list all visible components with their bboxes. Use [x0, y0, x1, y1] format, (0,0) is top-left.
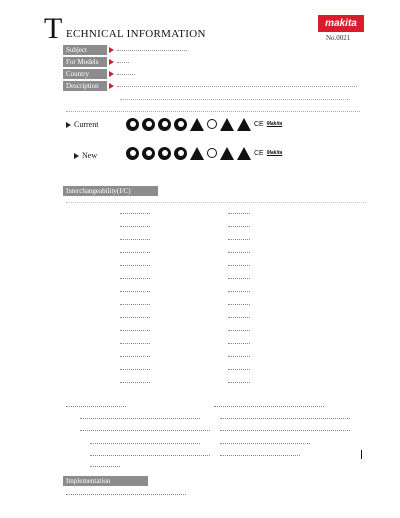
- rotation-icon: [207, 119, 217, 129]
- for-models-arrow-icon: [109, 59, 114, 65]
- description-line-2: [120, 99, 350, 100]
- title-text: ECHNICAL INFORMATION: [66, 28, 206, 40]
- ce-mark-icon: CE: [254, 149, 264, 157]
- new-warning-icons: [126, 145, 282, 161]
- country-value: [117, 74, 135, 75]
- table-cell: [228, 317, 250, 318]
- makita-logo: makita: [318, 15, 364, 32]
- table-cell: [228, 356, 250, 357]
- eye-protection-icon: [142, 147, 155, 160]
- rotation-icon: [207, 148, 217, 158]
- gloves-icon: [174, 118, 187, 131]
- document-title: [44, 12, 364, 45]
- description-label: Description: [63, 81, 107, 91]
- implementation-header: Implementation: [63, 476, 148, 486]
- ear-protection-icon: [158, 147, 171, 160]
- notes-line: [220, 443, 310, 444]
- document-number: No.0021: [326, 34, 351, 42]
- notes-line: [214, 406, 324, 407]
- table-cell: [228, 369, 250, 370]
- debris-warning-icon: [220, 147, 234, 160]
- table-cell: [120, 252, 150, 253]
- description-line-3: [66, 111, 360, 112]
- notes-line: [80, 430, 210, 431]
- margin-mark: [361, 450, 362, 459]
- table-cell: [120, 356, 150, 357]
- hazard-icon: [237, 118, 251, 131]
- table-cell: [120, 317, 150, 318]
- notes-line: [90, 455, 210, 456]
- table-cell: [228, 278, 250, 279]
- country-label: Country: [63, 69, 107, 79]
- table-cell: [120, 213, 150, 214]
- country-arrow-icon: [109, 71, 114, 77]
- title-initial: T: [44, 12, 63, 45]
- pointer-icon: [74, 153, 79, 159]
- table-cell: [120, 278, 150, 279]
- gloves-icon: [174, 147, 187, 160]
- table-cell: [120, 343, 150, 344]
- for-models-label: For Models: [63, 57, 107, 67]
- subject-arrow-icon: [109, 47, 114, 53]
- table-cell: [228, 304, 250, 305]
- brand-mark: Makita: [266, 150, 283, 156]
- table-cell: [120, 291, 150, 292]
- ce-mark-icon: CE: [254, 120, 264, 128]
- table-cell: [120, 330, 150, 331]
- subject-label: Subject: [63, 45, 107, 55]
- interchangeability-header: Interchangeability(I/C): [63, 186, 158, 196]
- table-row: [66, 202, 366, 203]
- table-cell: [228, 382, 250, 383]
- table-cell: [228, 330, 250, 331]
- notes-line: [80, 418, 200, 419]
- notes-line: [66, 406, 126, 407]
- table-cell: [120, 382, 150, 383]
- brand-mark: Makita: [266, 121, 283, 127]
- read-manual-icon: [126, 118, 139, 131]
- current-row-label: Current: [66, 120, 98, 129]
- notes-line: [220, 430, 350, 431]
- table-cell: [228, 239, 250, 240]
- table-cell: [228, 265, 250, 266]
- table-cell: [120, 304, 150, 305]
- subject-value: [117, 50, 187, 51]
- pointer-icon: [66, 122, 71, 128]
- table-cell: [120, 239, 150, 240]
- notes-line: [90, 443, 200, 444]
- warning-icon: [190, 147, 204, 160]
- read-manual-icon: [126, 147, 139, 160]
- implementation-text: [66, 494, 186, 495]
- debris-warning-icon: [220, 118, 234, 131]
- notes-line: [220, 418, 350, 419]
- notes-line: [220, 455, 300, 456]
- for-models-value: [117, 62, 129, 63]
- eye-protection-icon: [142, 118, 155, 131]
- table-cell: [228, 291, 250, 292]
- notes-line: [90, 466, 120, 467]
- description-line-1: [117, 86, 357, 87]
- table-cell: [120, 226, 150, 227]
- new-row-label: New: [74, 151, 97, 160]
- table-cell: [120, 369, 150, 370]
- hazard-icon: [237, 147, 251, 160]
- description-arrow-icon: [109, 83, 114, 89]
- table-cell: [228, 252, 250, 253]
- table-cell: [228, 213, 250, 214]
- table-cell: [228, 343, 250, 344]
- current-warning-icons: [126, 116, 282, 132]
- ear-protection-icon: [158, 118, 171, 131]
- table-cell: [120, 265, 150, 266]
- warning-icon: [190, 118, 204, 131]
- table-cell: [228, 226, 250, 227]
